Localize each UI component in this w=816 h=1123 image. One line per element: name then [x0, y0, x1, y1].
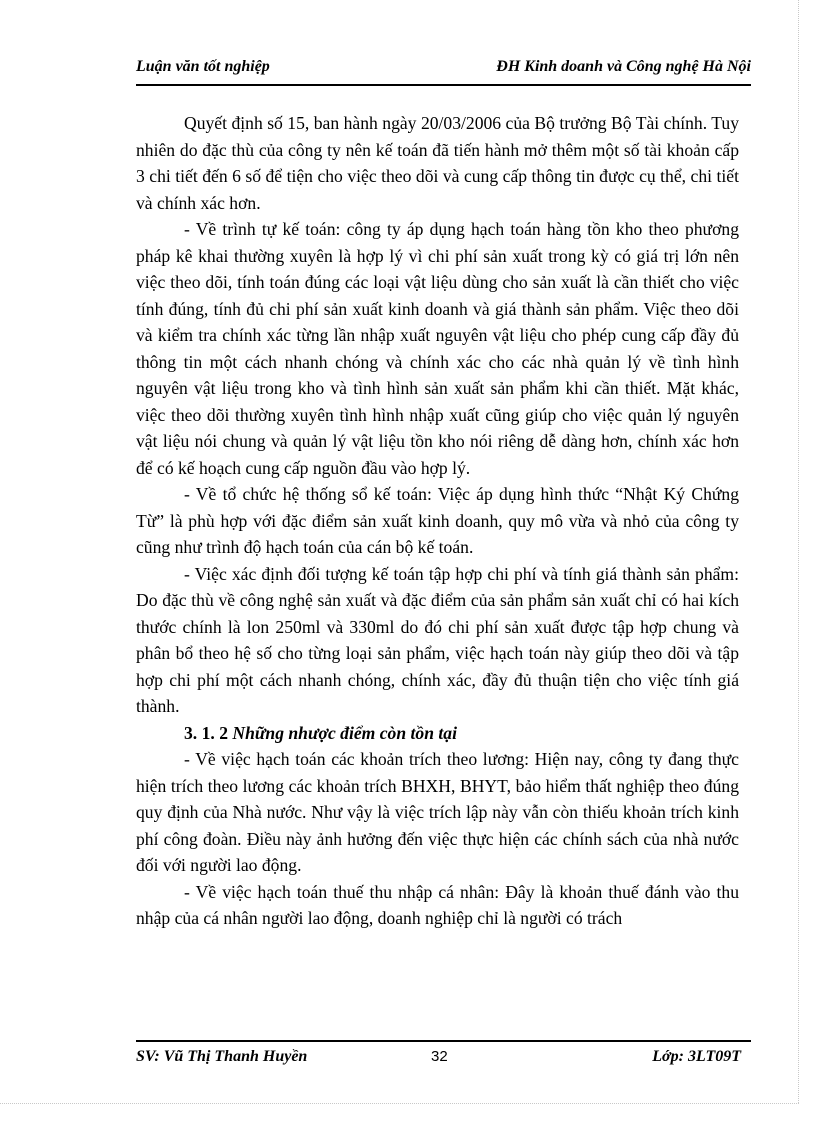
- footer-student: SV: Vũ Thị Thanh Huyền: [136, 1048, 308, 1065]
- section-number: 3. 1. 2: [184, 722, 233, 743]
- section-heading: [136, 720, 739, 747]
- footer-class: Lớp: 3LT09T: [652, 1048, 741, 1065]
- header-thesis-label: Luận văn tốt nghiệp: [136, 58, 270, 75]
- paragraph: - Về việc hạch toán các khoản trích theo lương: Hiện nay, công ty đang thực hiện trích theo lương các khoản trích BHXH, BHYT, bảo hiểm thất nghiệp theo đúng quy định của Nhà nước. Như vậy là việc trích lập này vẫn còn thiếu khoản trích kinh phí công đoàn. Điều này ảnh hưởng đến việc thực hiện các chính sách của nhà nước đối với người lao động.: [136, 749, 739, 875]
- page-header: [136, 56, 751, 86]
- paragraph: - Về tổ chức hệ thống sổ kế toán: Việc áp dụng hình thức “Nhật Ký Chứng Từ” là phù hợp với đặc điểm sản xuất kinh doanh, quy mô vừa và nhỏ của công ty cũng như trình độ hạch toán của cán bộ kế toán.: [136, 484, 739, 557]
- page-edge-vertical: [798, 0, 799, 1103]
- page-number: 32: [431, 1048, 448, 1065]
- header-university: ĐH Kinh doanh và Công nghệ Hà Nội: [496, 58, 751, 75]
- section-title: Những nhược điểm còn tồn tại: [232, 722, 457, 743]
- paragraph: - Về việc hạch toán thuế thu nhập cá nhân: Đây là khoản thuế đánh vào thu nhập của cá nhân người lao động, doanh nghiệp chỉ là người có trách: [136, 881, 739, 928]
- paragraph: - Về trình tự kế toán: công ty áp dụng hạch toán hàng tồn kho theo phương pháp kê khai thường xuyên là hợp lý vì chi phí sản xuất trong kỳ có giá trị lớn nên việc theo dõi, tính toán đúng các loại vật liệu dùng cho sản xuất là cần thiết cho việc tính đúng, tính đủ chi phí sản xuất kinh doanh và giá thành sản phẩm. Việc theo dõi và kiểm tra chính xác từng lần nhập xuất nguyên vật liệu cho phép cung cấp đầy đủ thông tin một cách nhanh chóng và chính xác cho các nhà quản lý về tình hình nguyên vật liệu trong kho và tình hình sản xuất sản phẩm khi cần thiết. Mặt khác, việc theo dõi thường xuyên tình hình nhập xuất cũng giúp cho việc quản lý nguyên vật liệu nói chung và quản lý vật liệu tồn kho nói riêng dễ dàng hơn, chính xác hơn để có kế hoạch cung cấp nguồn đầu vào hợp lý.: [136, 219, 739, 478]
- paragraph: - Việc xác định đối tượng kế toán tập hợp chi phí và tính giá thành sản phẩm: Do đặc thù về công nghệ sản xuất và đặc điểm của sản phẩm sản xuất chỉ có hai kích thước chính là lon 250ml và 330ml do đó chi phí sản xuất được tập hợp chung và phân bổ theo hệ số cho từng loại sản phẩm, việc hạch toán này giúp theo dõi và tập hợp chi phí một cách nhanh chóng, chính xác, đầy đủ thuận tiện cho việc tính giá thành.: [136, 563, 739, 716]
- document-body: [136, 110, 739, 932]
- paragraph: Quyết định số 15, ban hành ngày 20/03/2006 của Bộ trưởng Bộ Tài chính. Tuy nhiên do đặc thù của công ty nên kế toán đã tiến hành mở thêm một số tài khoản cấp 3 chi tiết đến 6 số để tiện cho việc theo dõi và cung cấp thông tin được cụ thể, chi tiết và chính xác hơn.: [136, 113, 739, 213]
- page-edge-horizontal: [0, 1103, 799, 1104]
- page-footer: [136, 1040, 751, 1072]
